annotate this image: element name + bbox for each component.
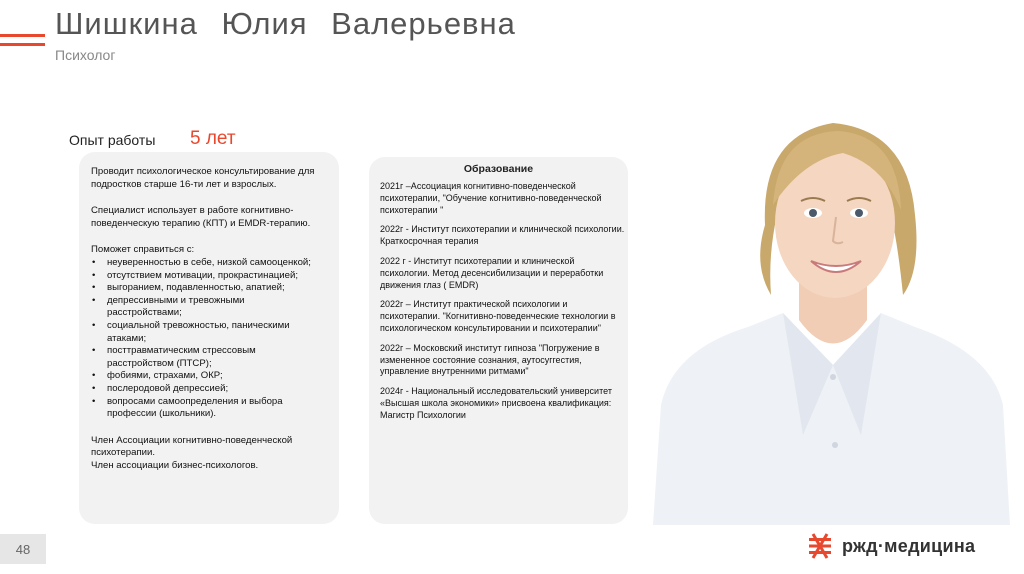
education-entry: 2022г – Институт практической психологии и психотерапии. "Когнитивно-поведенческие технологии в психологическом консультировании и психотерапии" xyxy=(380,299,616,333)
list-item: • неуверенностью в себе, низкой самооценкой; xyxy=(91,257,316,270)
education-title: Образование xyxy=(463,163,534,175)
doctor-role: Психолог xyxy=(55,47,116,63)
experience-label: Опыт работы xyxy=(69,132,156,148)
accent-line xyxy=(0,34,45,37)
description-paragraph: Проводит психологическое консультирование для подростков старше 16-ти лет и взрослых. xyxy=(91,166,315,190)
list-item: • депрессивными и тревожными расстройствами; xyxy=(91,295,316,320)
rzd-medicine-logo xyxy=(806,532,975,560)
doctor-name: Шишкина Юлия Валерьевна xyxy=(55,6,516,41)
help-title: Поможет справиться с: xyxy=(91,244,195,256)
education-list xyxy=(380,181,626,430)
rzd-logo-icon xyxy=(806,532,834,560)
education-entry: 2022г - Институт психотерапии и клинической психологии. Краткосрочная терапия xyxy=(380,224,625,247)
help-list xyxy=(91,257,316,421)
accent-line xyxy=(0,43,45,46)
education-panel xyxy=(369,157,628,524)
education-entry: 2022г – Московский институт гипноза "Погружение в измененное состояние сознания, аутосуггестия, управление внутренними ритмами" xyxy=(380,342,600,377)
doctor-photo xyxy=(653,105,1010,525)
membership-text: Член Ассоциации когнитивно-поведенческой психотерапии. xyxy=(91,434,293,459)
page-number: 48 xyxy=(0,534,46,564)
education-entry: 2022 г - Институт психотерапии и клинической психологии. Метод десенсибилизации и переработки движения глаз ( EMDR) xyxy=(380,255,604,290)
list-item: • посттравматическим стрессовым расстройством (ПТСР); xyxy=(91,345,316,370)
list-item: • отсутствием мотивации, прокрастинацией; xyxy=(91,270,316,283)
list-item: • вопросами самоопределения и выбора профессии (школьники). xyxy=(91,396,316,421)
list-item: • фобиями, страхами, ОКР; xyxy=(91,370,316,383)
logo-text: ржд·медицина xyxy=(842,535,976,556)
education-entry: 2021г –Ассоциация когнитивно-поведенческой психотерапии, "Обучение когнитивно-поведенческой психотерапии " xyxy=(380,181,602,215)
experience-value: 5 лет xyxy=(190,128,236,149)
accent-lines xyxy=(0,34,45,52)
description-panel xyxy=(79,152,339,524)
methods-paragraph: Специалист использует в работе когнитивно-поведенческую терапию (КПТ) и EMDR-терапию. xyxy=(91,205,311,229)
list-item: • послеродовой депрессией; xyxy=(91,383,316,396)
membership-text: Член ассоциации бизнес-психологов. xyxy=(91,459,259,471)
list-item: • выгоранием, подавленностью, апатией; xyxy=(91,282,316,295)
list-item: • социальной тревожностью, паническими атаками; xyxy=(91,320,316,345)
education-entry: 2024г - Национальный исследовательский университет «Высшая школа экономики» присвоена квалификация: Магистр Психологии xyxy=(380,386,612,420)
